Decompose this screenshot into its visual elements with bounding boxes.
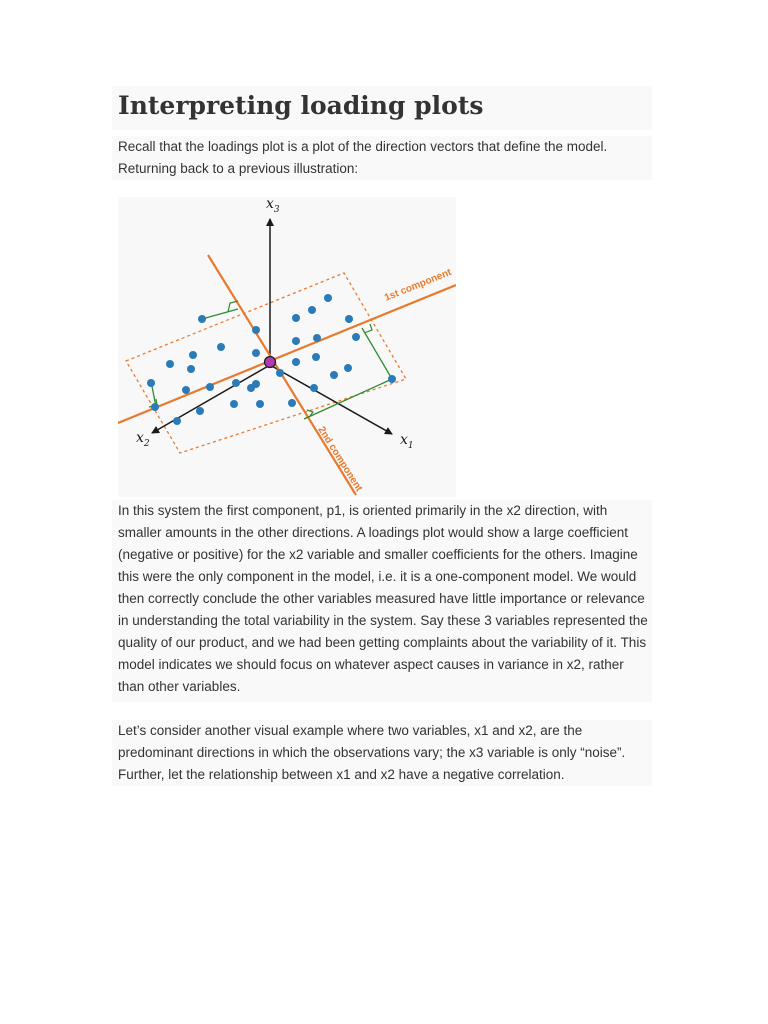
- axis-x1-label: $x_1$: [400, 432, 414, 451]
- paragraph-2-block: [112, 500, 652, 702]
- pca-diagram: [118, 197, 456, 497]
- axis-x3-label: $x_3$: [266, 197, 280, 215]
- data-point: [252, 349, 260, 357]
- data-point: [388, 375, 396, 383]
- data-point: [310, 384, 318, 392]
- pca-illustration: [118, 197, 456, 497]
- data-point: [292, 358, 300, 366]
- second-component-label: 2nd component: [315, 424, 365, 494]
- data-point: [252, 380, 260, 388]
- projection-line: [304, 379, 392, 419]
- data-point: [173, 417, 181, 425]
- data-point: [276, 369, 284, 377]
- paragraph-3: Let’s consider another visual example where two variables, x1 and x2, are the predominant directions in which the observations vary; the x3 variable is only “noise”. Further, let the relationship between x1 and x2 have a negative correlation.: [118, 723, 626, 782]
- axis-x2: [152, 365, 270, 433]
- data-point: [312, 353, 320, 361]
- data-point: [196, 407, 204, 415]
- first-component-line: [118, 285, 456, 423]
- data-point: [345, 315, 353, 323]
- data-point: [198, 315, 206, 323]
- data-point: [292, 337, 300, 345]
- title-block: [112, 86, 652, 130]
- origin-point: [265, 357, 276, 368]
- data-point: [206, 383, 214, 391]
- data-point: [252, 326, 260, 334]
- intro-paragraph: Recall that the loadings plot is a plot of the direction vectors that define the model. Returning back to a previous illustration:: [118, 139, 608, 176]
- first-component-label: 1st component: [383, 266, 454, 304]
- axis-x2-label: $x_2$: [136, 430, 150, 449]
- page-title: Interpreting loading plots: [118, 91, 484, 120]
- data-point: [352, 333, 360, 341]
- data-point: [166, 360, 174, 368]
- data-point: [324, 294, 332, 302]
- data-point: [308, 306, 316, 314]
- data-point: [288, 399, 296, 407]
- data-point: [330, 371, 338, 379]
- data-point: [256, 400, 264, 408]
- projection-line: [362, 328, 392, 379]
- data-point: [217, 343, 225, 351]
- intro-block: [112, 136, 652, 180]
- data-point: [230, 400, 238, 408]
- data-point: [182, 386, 190, 394]
- data-point: [313, 334, 321, 342]
- data-point: [187, 365, 195, 373]
- data-point: [232, 379, 240, 387]
- paragraph-2: In this system the first component, p1, is oriented primarily in the x2 direction, with smaller amounts in the other directions. A loadings plot would show a large coefficient (negative or positive) for the x2 variable and smaller coefficients for the others. Imagine this were the only component in the model, i.e. it is a one-component model. We would then correctly conclude the other variables measured have little importance or relevance in understanding the total variability in the system. Say these 3 variables represented the quality of our product, and we had been getting complaints about the variability of it. This model indicates we should focus on whatever aspect causes in variance in x2, rather than other variables.: [118, 503, 648, 694]
- data-point: [292, 314, 300, 322]
- data-point: [147, 379, 155, 387]
- data-point: [151, 403, 159, 411]
- paragraph-3-block: [112, 720, 652, 786]
- data-point: [189, 351, 197, 359]
- right-angle-marker: [364, 324, 372, 333]
- data-point: [344, 364, 352, 372]
